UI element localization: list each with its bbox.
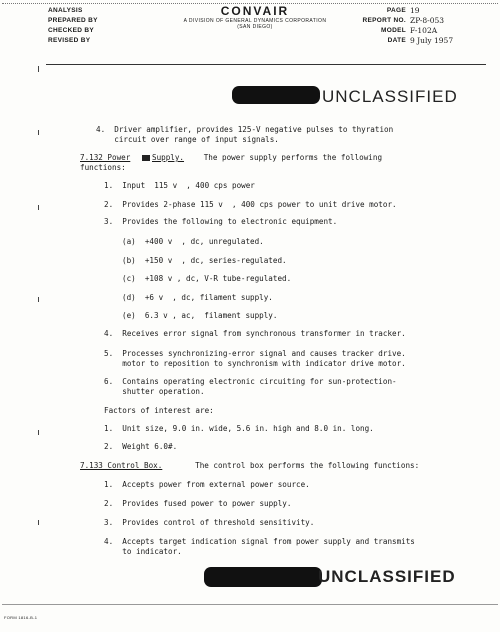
factor-item-2: 2. Weight 6.0#.: [104, 442, 178, 451]
label-checked-by: CHECKED BY: [48, 27, 94, 34]
ps-item-3a: (a) +400 v , dc, unregulated.: [122, 237, 264, 246]
section-7133-intro: The control box performs the following functions:: [186, 461, 420, 470]
cb-item-3: 3. Provides control of threshold sensitivity.: [104, 518, 315, 527]
margin-tick-5: [38, 430, 39, 435]
ps-item-3c: (c) +108 v , dc, V-R tube-regulated.: [122, 274, 292, 283]
header-fields: [346, 6, 453, 46]
section-7133-title: 7.133 Control Box.: [80, 461, 163, 470]
field-date-value: 9 July 1957: [410, 36, 454, 45]
division-line-2: (SAN DIEGO): [237, 24, 273, 30]
field-page-label: PAGE: [386, 7, 406, 14]
redaction-bar-bottom: [204, 567, 322, 587]
margin-tick-4: [38, 297, 39, 302]
field-report-no: [346, 16, 453, 26]
factor-item-1: 1. Unit size, 9.0 in. wide, 5.6 in. high and 8.0 in. long.: [104, 424, 374, 433]
header-rule: [46, 64, 486, 65]
section-7132-intro-1: The power supply performs the following: [190, 153, 383, 162]
field-model: [346, 26, 453, 36]
cb-item-4-line2: to indicator.: [104, 547, 182, 556]
ps-item-4: 4. Receives error signal from synchronous transformer in tracker.: [104, 329, 406, 338]
ps-item-3: 3. Provides the following to electronic equipment.: [104, 217, 338, 226]
division-line-1: A DIVISION OF GENERAL DYNAMICS CORPORATION: [183, 18, 327, 24]
section-7132-title: 7.132 Power: [80, 153, 131, 162]
item4-line2: circuit over range of input signals.: [96, 135, 279, 144]
margin-tick-6: [38, 520, 39, 525]
factors-heading: Factors of interest are:: [104, 406, 214, 415]
company-name: CONVAIR: [220, 4, 290, 18]
margin-tick-2: [38, 130, 39, 135]
ps-item-5-line1: 5. Processes synchronizing-error signal and causes tracker drive.: [104, 349, 406, 358]
field-report-no-value: ZP-8-053: [410, 16, 445, 25]
label-analysis: ANALYSIS: [48, 7, 83, 14]
redaction-bar-top: [232, 86, 320, 104]
ps-item-1: 1. Input 115 v , 400 cps power: [104, 181, 255, 190]
ps-item-3e: (e) 6.3 v , ac, filament supply.: [122, 311, 278, 320]
cb-item-1: 1. Accepts power from external power source.: [104, 480, 310, 489]
classification-stamp-bottom: UNCLASSIFIED: [318, 567, 456, 586]
cb-item-4-line1: 4. Accepts target indication signal from power supply and transmits: [104, 537, 415, 546]
classification-stamp-top: UNCLASSIFIED: [322, 87, 458, 106]
label-revised-by: REVISED BY: [48, 37, 91, 44]
ps-item-6-line2: shutter operation.: [104, 387, 205, 396]
field-date: [346, 36, 453, 46]
cb-item-2: 2. Provides fused power to power supply.: [104, 499, 292, 508]
section-7132-intro-2: functions:: [80, 163, 126, 172]
header-left-labels: [48, 6, 98, 46]
field-page: [346, 6, 453, 16]
section-7132-title-rest: Supply.: [152, 153, 185, 162]
margin-tick-1: [38, 66, 39, 72]
ps-item-3d: (d) +6 v , dc, filament supply.: [122, 293, 273, 302]
field-model-label: MODEL: [381, 27, 406, 34]
ps-item-6-line1: 6. Contains operating electronic circuiting for sun-protection-: [104, 377, 397, 386]
top-dotted-rule: [2, 3, 498, 4]
field-page-value: 19: [410, 6, 420, 15]
field-model-value: F-102A: [410, 26, 438, 35]
field-date-label: DATE: [387, 37, 406, 44]
company-block: [170, 4, 340, 30]
field-report-no-label: REPORT NO.: [362, 17, 406, 24]
ink-smudge: [142, 155, 150, 161]
form-number: FORM 1816-B-1: [4, 615, 38, 620]
item4-line1: 4. Driver amplifier, provides 125-V negative pulses to thyration: [96, 125, 394, 134]
ps-item-5-line2: motor to reposition to synchronism with indicator drive motor.: [104, 359, 406, 368]
ps-item-3b: (b) +150 v , dc, series-regulated.: [122, 256, 287, 265]
ps-item-2: 2. Provides 2-phase 115 v , 400 cps power to unit drive motor.: [104, 200, 397, 209]
label-prepared-by: PREPARED BY: [48, 17, 98, 24]
bottom-rule: [2, 604, 498, 605]
margin-tick-3: [38, 205, 39, 210]
